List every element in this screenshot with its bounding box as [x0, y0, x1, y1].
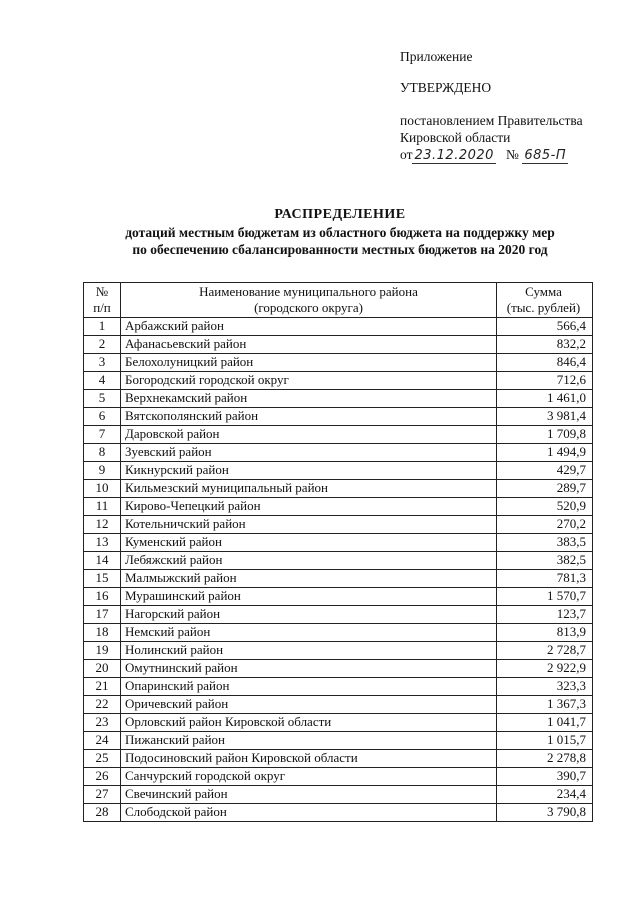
row-name: Белохолуницкий район [121, 354, 497, 372]
header-sum [497, 283, 593, 318]
row-number: 11 [84, 498, 121, 516]
handwritten-date: 23.12.2020 [414, 148, 494, 163]
table-row [84, 516, 593, 534]
row-name: Нолинский район [121, 642, 497, 660]
header-name [121, 283, 497, 318]
row-number: 5 [84, 390, 121, 408]
handwritten-number: 685-П [524, 148, 567, 163]
resolution-line-1: постановлением Правительства [400, 113, 583, 128]
row-name: Зуевский район [121, 444, 497, 462]
table-row [84, 336, 593, 354]
row-sum: 832,2 [497, 336, 593, 354]
row-number: 3 [84, 354, 121, 372]
header-number [84, 283, 121, 318]
table-row [84, 642, 593, 660]
row-number: 27 [84, 786, 121, 804]
row-name: Богородский городской округ [121, 372, 497, 390]
row-sum: 520,9 [497, 498, 593, 516]
table-row [84, 804, 593, 822]
row-name: Кирово-Чепецкий район [121, 498, 497, 516]
row-sum: 566,4 [497, 318, 593, 336]
table-row [84, 318, 593, 336]
table-row [84, 390, 593, 408]
row-name: Мурашинский район [121, 588, 497, 606]
row-name: Орловский район Кировской области [121, 714, 497, 732]
header-number-line-2: п/п [93, 300, 111, 315]
row-number: 13 [84, 534, 121, 552]
row-name: Куменский район [121, 534, 497, 552]
row-sum: 382,5 [497, 552, 593, 570]
row-number: 2 [84, 336, 121, 354]
table-row [84, 678, 593, 696]
row-number: 7 [84, 426, 121, 444]
row-name: Кильмезский муниципальный район [121, 480, 497, 498]
table-row [84, 714, 593, 732]
resolution-line-2: Кировской области [400, 130, 511, 145]
row-sum: 1 461,0 [497, 390, 593, 408]
row-number: 22 [84, 696, 121, 714]
row-number: 23 [84, 714, 121, 732]
row-number: 4 [84, 372, 121, 390]
header-sum-line-2: (тыс. рублей) [506, 300, 581, 315]
header-number-line-1: № [95, 284, 109, 299]
header-name-line-2: (городского округа) [254, 300, 363, 315]
row-number: 12 [84, 516, 121, 534]
row-name: Вятскополянский район [121, 408, 497, 426]
row-number: 21 [84, 678, 121, 696]
row-sum: 1 570,7 [497, 588, 593, 606]
row-name: Санчурский городской округ [121, 768, 497, 786]
row-name: Верхнекамский район [121, 390, 497, 408]
table-row [84, 426, 593, 444]
row-name: Кикнурский район [121, 462, 497, 480]
row-sum: 390,7 [497, 768, 593, 786]
table-row [84, 534, 593, 552]
header-sum-line-1: Сумма [525, 284, 562, 299]
row-sum: 781,3 [497, 570, 593, 588]
row-sum: 270,2 [497, 516, 593, 534]
row-name: Свечинский район [121, 786, 497, 804]
row-name: Котельничский район [121, 516, 497, 534]
row-sum: 2 728,7 [497, 642, 593, 660]
table-row [84, 372, 593, 390]
row-sum: 813,9 [497, 624, 593, 642]
row-sum: 234,4 [497, 786, 593, 804]
row-sum: 2 922,9 [497, 660, 593, 678]
row-number: 18 [84, 624, 121, 642]
table-row [84, 588, 593, 606]
row-name: Малмыжский район [121, 570, 497, 588]
table-header-row [84, 283, 593, 318]
table-row [84, 786, 593, 804]
row-number: 20 [84, 660, 121, 678]
row-name: Омутнинский район [121, 660, 497, 678]
row-name: Пижанский район [121, 732, 497, 750]
title-line-2: по обеспечению сбалансированности местных бюджетов на 2020 год [132, 242, 548, 257]
document-title [80, 206, 600, 258]
row-name: Слободской район [121, 804, 497, 822]
row-name: Нагорский район [121, 606, 497, 624]
table-row [84, 696, 593, 714]
title-heading: РАСПРЕДЕЛЕНИЕ [274, 207, 406, 222]
row-sum: 712,6 [497, 372, 593, 390]
row-number: 25 [84, 750, 121, 768]
row-number: 1 [84, 318, 121, 336]
row-sum: 123,7 [497, 606, 593, 624]
table-row [84, 660, 593, 678]
table-row [84, 570, 593, 588]
appendix-label: Приложение [400, 49, 473, 64]
header-name-line-1: Наименование муниципального района [199, 284, 418, 299]
table-row [84, 768, 593, 786]
row-sum: 3 790,8 [497, 804, 593, 822]
table-row [84, 480, 593, 498]
row-sum: 846,4 [497, 354, 593, 372]
approval-block [400, 48, 630, 164]
row-name: Опаринский район [121, 678, 497, 696]
row-sum: 3 981,4 [497, 408, 593, 426]
table-row [84, 444, 593, 462]
table-row [84, 552, 593, 570]
row-number: 16 [84, 588, 121, 606]
table-row [84, 354, 593, 372]
row-number: 24 [84, 732, 121, 750]
row-name: Немский район [121, 624, 497, 642]
table-row [84, 606, 593, 624]
row-name: Подосиновский район Кировской области [121, 750, 497, 768]
title-line-1: дотаций местным бюджетам из областного бюджета на поддержку мер [125, 225, 555, 240]
row-name: Даровской район [121, 426, 497, 444]
row-sum: 1 494,9 [497, 444, 593, 462]
table-row [84, 732, 593, 750]
row-number: 14 [84, 552, 121, 570]
row-sum: 383,5 [497, 534, 593, 552]
number-prefix: № [506, 147, 519, 162]
row-number: 9 [84, 462, 121, 480]
date-prefix: от [400, 147, 413, 162]
table-row [84, 624, 593, 642]
row-number: 17 [84, 606, 121, 624]
row-number: 26 [84, 768, 121, 786]
row-number: 6 [84, 408, 121, 426]
row-sum: 1 041,7 [497, 714, 593, 732]
row-number: 19 [84, 642, 121, 660]
row-name: Афанасьевский район [121, 336, 497, 354]
row-number: 8 [84, 444, 121, 462]
row-sum: 1 709,8 [497, 426, 593, 444]
row-number: 10 [84, 480, 121, 498]
table-row [84, 498, 593, 516]
row-sum: 2 278,8 [497, 750, 593, 768]
row-number: 15 [84, 570, 121, 588]
table-row [84, 462, 593, 480]
row-sum: 323,3 [497, 678, 593, 696]
row-number: 28 [84, 804, 121, 822]
row-name: Лебяжский район [121, 552, 497, 570]
row-sum: 429,7 [497, 462, 593, 480]
approved-label: УТВЕРЖДЕНО [400, 80, 492, 95]
row-sum: 1 015,7 [497, 732, 593, 750]
row-name: Арбажский район [121, 318, 497, 336]
row-sum: 289,7 [497, 480, 593, 498]
row-sum: 1 367,3 [497, 696, 593, 714]
row-name: Оричевский район [121, 696, 497, 714]
distribution-table [83, 282, 593, 822]
table-row [84, 750, 593, 768]
table-row [84, 408, 593, 426]
resolution-date-line [400, 146, 630, 164]
